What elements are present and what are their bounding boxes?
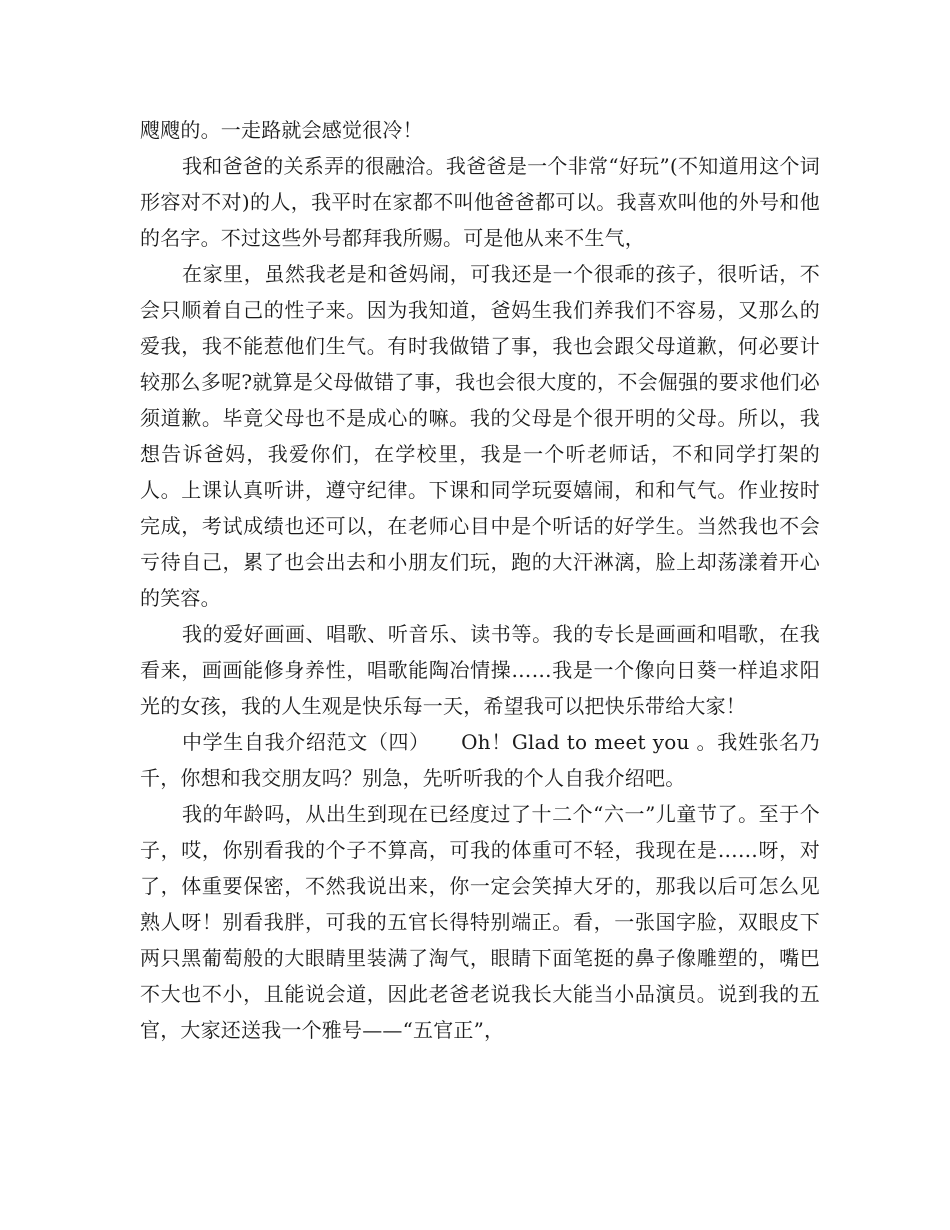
paragraph-hobbies: 我的爱好画画、唱歌、听音乐、读书等。我的专长是画画和唱歌，在我看来，画画能修身养性，唱歌能陶冶情操……我是一个像向日葵一样追求阳光的女孩，我的人生观是快乐每一天，希望我可以把快乐带给大家！ bbox=[140, 622, 820, 718]
paragraph-at-home: 在家里，虽然我老是和爸妈闹，可我还是一个很乖的孩子，很听话，不会只顺着自己的性子来。因为我知道，爸妈生我们养我们不容易，又那么的爱我，我不能惹他们生气。有时我做错了事，我也会跟父母道歉，何必要计较那么多呢?就算是父母做错了事，我也会很大度的，不会倔强的要求他们必须道歉。毕竟父母也不是成心的嘛。我的父母是个很开明的父母。所以，我想告诉爸妈，我爱你们，在学校里，我是一个听老师话，不和同学打架的人。上课认真听讲，遵守纪律。下课和同学玩耍嬉闹，和和气气。作业按时完成，考试成绩也还可以，在老师心目中是个听话的好学生。当然我也不会亏待自己，累了也会出去和小朋友们玩，跑的大汗淋漓，脸上却荡漾着开心的笑容。 bbox=[140, 262, 820, 610]
document-body bbox=[140, 112, 820, 1048]
paragraph-age-appearance: 我的年龄吗，从出生到现在已经度过了十二个“六一”儿童节了。至于个子，哎，你别看我的个子不算高，可我的体重可不轻，我现在是……呀，对了，体重要保密，不然我说出来，你一定会笑掉大牙的，那我以后可怎么见熟人呀！别看我胖，可我的五官长得特别端正。看，一张国字脸，双眼皮下两只黑葡萄般的大眼睛里装满了淘气，眼睛下面笔挺的鼻子像雕塑的，嘴巴不大也不小，且能说会道，因此老爸老说我长大能当小品演员。说到我的五官，大家还送我一个雅号——“五官正”， bbox=[140, 802, 820, 1042]
paragraph-sample-four-intro: 中学生自我介绍范文（四） Oh！Glad to meet you 。我姓张名乃千，你想和我交朋友吗？别急，先听听我的个人自我介绍吧。 bbox=[140, 730, 820, 790]
paragraph-father-relationship: 我和爸爸的关系弄的很融洽。我爸爸是一个非常“好玩”(不知道用这个词形容对不对)的人，我平时在家都不叫他爸爸都可以。我喜欢叫他的外号和他的名字。不过这些外号都拜我所赐。可是他从来不生气， bbox=[140, 154, 820, 250]
paragraph-continuation: 飕飕的。一走路就会感觉很冷！ bbox=[140, 118, 423, 142]
